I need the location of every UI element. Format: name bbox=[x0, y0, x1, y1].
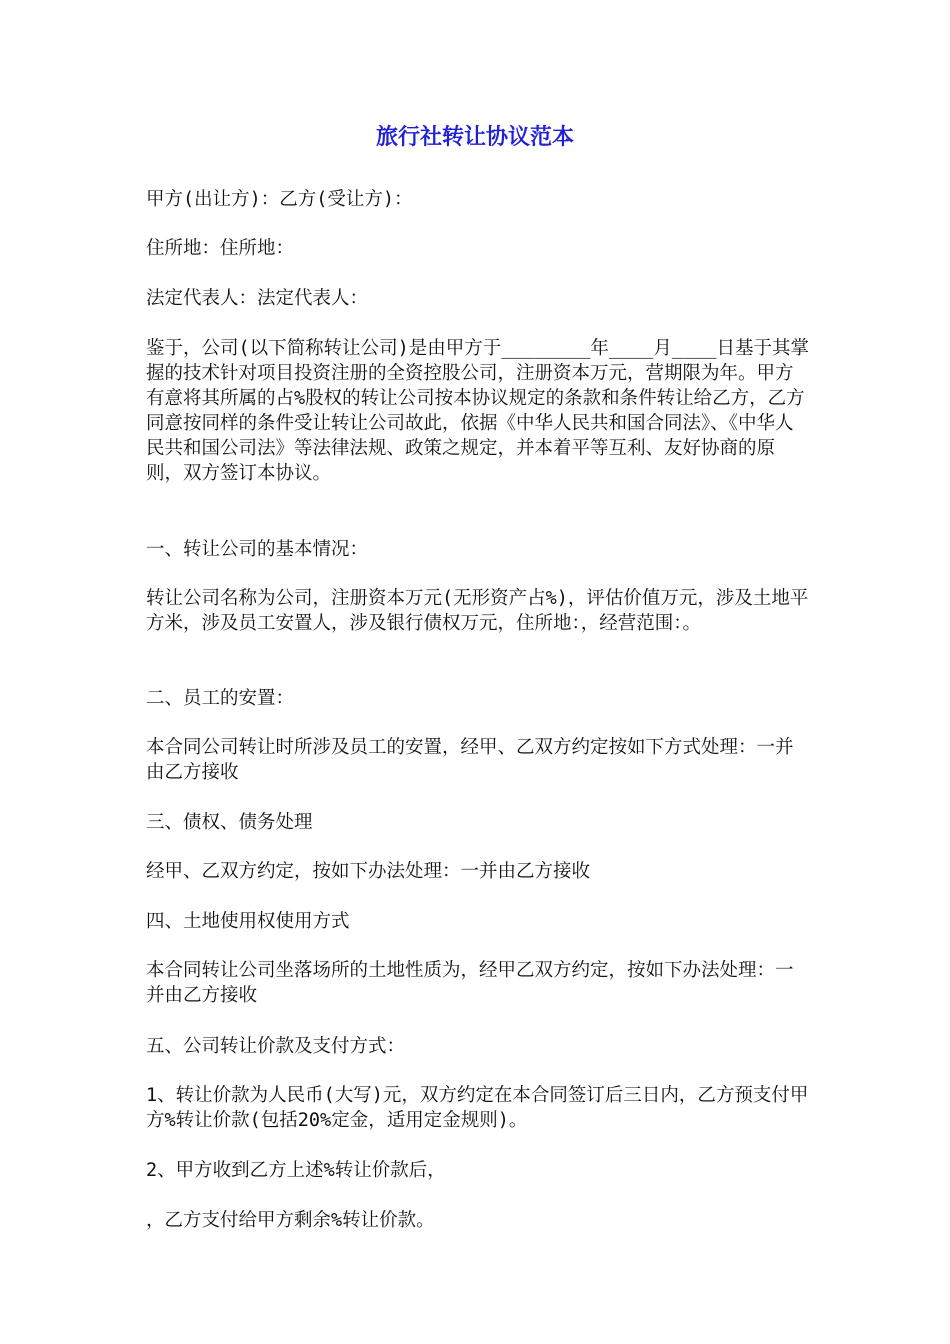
paragraph-land bbox=[146, 958, 810, 1008]
paragraph-price-2 bbox=[146, 1158, 810, 1183]
paragraph-text: 1、转让价款为人民币(大写)元，双方约定在本合同签订后三日内，乙方预支付甲方%转让价款(包括20%定金，适用定金规则)。 bbox=[146, 1085, 809, 1131]
section-heading-text: 四、土地使用权使用方式 bbox=[146, 911, 350, 932]
paragraph-price-1 bbox=[146, 1083, 810, 1133]
paragraph-legal-representative bbox=[146, 286, 810, 311]
paragraph-text: 法定代表人：法定代表人： bbox=[146, 288, 369, 309]
paragraph-debts bbox=[146, 859, 810, 884]
section-heading-text: 二、员工的安置： bbox=[146, 688, 295, 709]
section-heading-5 bbox=[146, 1034, 810, 1059]
paragraph-text: ，乙方支付给甲方剩余%转让价款。 bbox=[146, 1210, 435, 1231]
paragraph-text: 本合同转让公司坐落场所的土地性质为，经甲乙双方约定，按如下办法处理：一并由乙方接收 bbox=[146, 960, 794, 1006]
section-heading-1 bbox=[146, 537, 810, 562]
document-title: 旅行社转让协议范本 bbox=[375, 125, 574, 150]
paragraph-text: 甲方(出让方)：乙方(受让方)： bbox=[146, 189, 413, 210]
paragraph-company-info bbox=[146, 586, 810, 636]
paragraph-text: 经甲、乙双方约定，按如下办法处理：一并由乙方接收 bbox=[146, 861, 591, 882]
section-heading-3 bbox=[146, 810, 810, 835]
section-heading-text: 一、转让公司的基本情况： bbox=[146, 539, 369, 560]
paragraph-parties bbox=[146, 187, 810, 212]
paragraph-text: 鉴于，公司(以下简称转让公司)是由甲方于________年____月____日基于其掌握的技术针对项目投资注册的全资控股公司，注册资本万元，营期限为年。甲方有意将其所属的占%股权的转让公司按本协议规定的条款和条件转让给乙方，乙方同意按同样的条件受让转让公司故此，依据《中华人民共和国合同法》、《中华人民共和国公司法》等法律法规、政策之规定，并本着平等互利、友好协商的原则，双方签订本协议。 bbox=[146, 338, 809, 484]
paragraph-price-3 bbox=[146, 1208, 810, 1233]
paragraph-text: 本合同公司转让时所涉及员工的安置，经甲、乙双方约定按如下方式处理：一并由乙方接收 bbox=[146, 737, 794, 783]
paragraph-text: 2、甲方收到乙方上述%转让价款后， bbox=[146, 1160, 446, 1181]
paragraph-staff bbox=[146, 735, 810, 785]
section-heading-4 bbox=[146, 909, 810, 934]
paragraph-recitals bbox=[146, 336, 810, 486]
section-heading-2 bbox=[146, 686, 810, 711]
paragraph-address bbox=[146, 236, 810, 261]
section-heading-text: 五、公司转让价款及支付方式： bbox=[146, 1036, 406, 1057]
paragraph-text: 住所地：住所地： bbox=[146, 238, 295, 259]
section-heading-text: 三、债权、债务处理 bbox=[146, 812, 313, 833]
paragraph-text: 转让公司名称为公司，注册资本万元(无形资产占%)，评估价值万元，涉及土地平方米，涉及员工安置人，涉及银行债权万元，住所地：，经营范围：。 bbox=[146, 588, 809, 634]
